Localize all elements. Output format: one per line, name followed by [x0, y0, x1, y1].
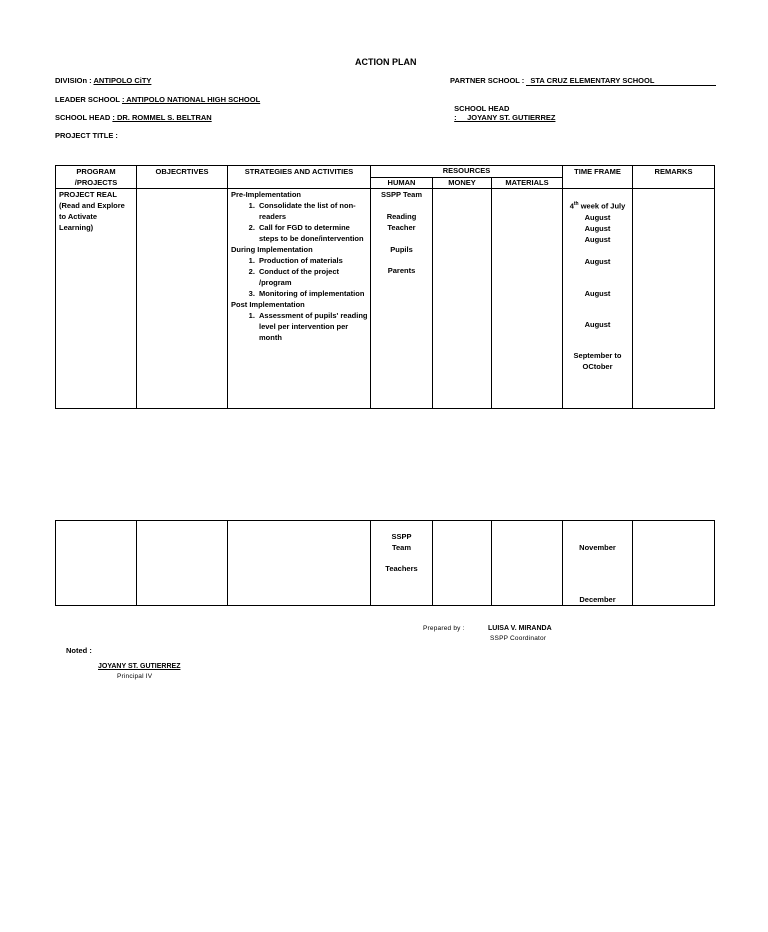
header-resources: RESOURCES	[371, 166, 563, 178]
post-item-1: 1. Assessment of pupils' reading level per intervention per month	[257, 310, 370, 343]
header-human: HUMAN	[371, 177, 433, 189]
time-frame-item-6: August	[584, 319, 611, 329]
human-cell-2	[371, 521, 433, 606]
strategies-cell-2	[228, 521, 371, 606]
action-plan-table-continued	[55, 520, 715, 606]
strategies-cell	[228, 189, 371, 409]
leader-school-label: LEADER SCHOOL	[55, 95, 120, 104]
noted-label: Noted :	[66, 646, 92, 655]
time-frame-item-1: August	[584, 212, 611, 222]
noted-title: Principal IV	[117, 673, 153, 680]
human-parents: Parents	[387, 266, 416, 275]
during-implementation-title: During Implementation	[231, 245, 313, 254]
program-cell: PROJECT REAL (Read and Explore to Activate Learning)	[56, 189, 137, 409]
school-head-left-row	[55, 113, 212, 122]
partner-school-row	[450, 76, 714, 86]
header-materials: MATERIALS	[492, 177, 563, 189]
time-frame-item-3: August	[584, 234, 611, 244]
materials-cell	[492, 189, 563, 409]
post-implementation-title: Post Implementation	[231, 300, 305, 309]
header-time-frame: TIME FRAME	[563, 166, 633, 189]
time-frame-first: 4th week of July	[569, 201, 626, 211]
school-head-right-row	[450, 95, 555, 122]
time-frame-item-4: August	[584, 256, 611, 266]
header-program: PROGRAM /PROJECTS	[56, 166, 137, 189]
human-cell	[371, 189, 433, 409]
header-money: MONEY	[433, 177, 492, 189]
during-item-3: 3. Monitoring of implementation	[257, 288, 370, 299]
time-frame-november: November	[579, 543, 616, 552]
division-label: DIVISIOn :	[55, 76, 92, 85]
time-frame-december: December	[579, 595, 616, 604]
division-row	[55, 76, 151, 85]
human-pupils: Pupils	[390, 245, 413, 254]
prepared-by-title: SSPP Coordinator	[490, 635, 547, 642]
materials-cell-2	[492, 521, 563, 606]
header-remarks: REMARKS	[633, 166, 715, 189]
during-item-2: 2. Conduct of the project /program	[257, 266, 370, 288]
program-cell-2	[56, 521, 137, 606]
time-frame-item-7: September to OCtober	[573, 350, 622, 371]
time-frame-cell-2	[563, 521, 633, 606]
header-objectives: OBJECRTIVES	[137, 166, 228, 189]
school-head-left-label: SCHOOL HEAD	[55, 113, 111, 122]
time-frame-item-2: August	[584, 223, 611, 233]
human-sspp-team-2: SSPP Team	[391, 532, 412, 552]
pre-implementation-title: Pre-Implementation	[231, 190, 302, 199]
money-cell-2	[433, 521, 492, 606]
division-value: ANTIPOLO CiTY	[93, 76, 152, 85]
project-title-label: PROJECT TITLE :	[55, 131, 118, 140]
remarks-cell	[633, 189, 715, 409]
leader-school-row	[55, 95, 260, 104]
time-frame-cell	[563, 189, 633, 409]
prepared-by-name: LUISA V. MIRANDA	[488, 625, 552, 632]
during-item-1: 1. Production of materials	[257, 255, 370, 266]
human-sspp-team: SSPP Team	[381, 190, 422, 199]
document-title: ACTION PLAN	[355, 57, 417, 67]
partner-school-value: STA CRUZ ELEMENTARY SCHOOL	[526, 76, 716, 86]
prepared-by-label: Prepared by :	[423, 625, 465, 632]
partner-school-label: PARTNER SCHOOL :	[450, 76, 525, 85]
school-head-right-value: : JOYANY ST. GUTIERREZ	[454, 113, 556, 122]
action-plan-table	[55, 165, 715, 409]
pre-item-1: 1. Consolidate the list of non-readers	[257, 200, 370, 222]
human-teachers: Teachers	[385, 564, 418, 573]
pre-item-2: 2. Call for FGD to determine steps to be done/intervention	[257, 222, 370, 244]
objectives-cell-2	[137, 521, 228, 606]
header-strategies: STRATEGIES AND ACTIVITIES	[228, 166, 371, 189]
leader-school-value: : ANTIPOLO NATIONAL HIGH SCHOOL	[121, 95, 261, 104]
time-frame-item-5: August	[584, 288, 611, 298]
human-reading-teacher: Reading Teacher	[386, 212, 417, 232]
remarks-cell-2	[633, 521, 715, 606]
school-head-right-label: SCHOOL HEAD	[454, 104, 510, 113]
money-cell	[433, 189, 492, 409]
school-head-left-value: : DR. ROMMEL S. BELTRAN	[112, 113, 212, 122]
objectives-cell	[137, 189, 228, 409]
noted-name: JOYANY ST. GUTIERREZ	[98, 663, 181, 670]
